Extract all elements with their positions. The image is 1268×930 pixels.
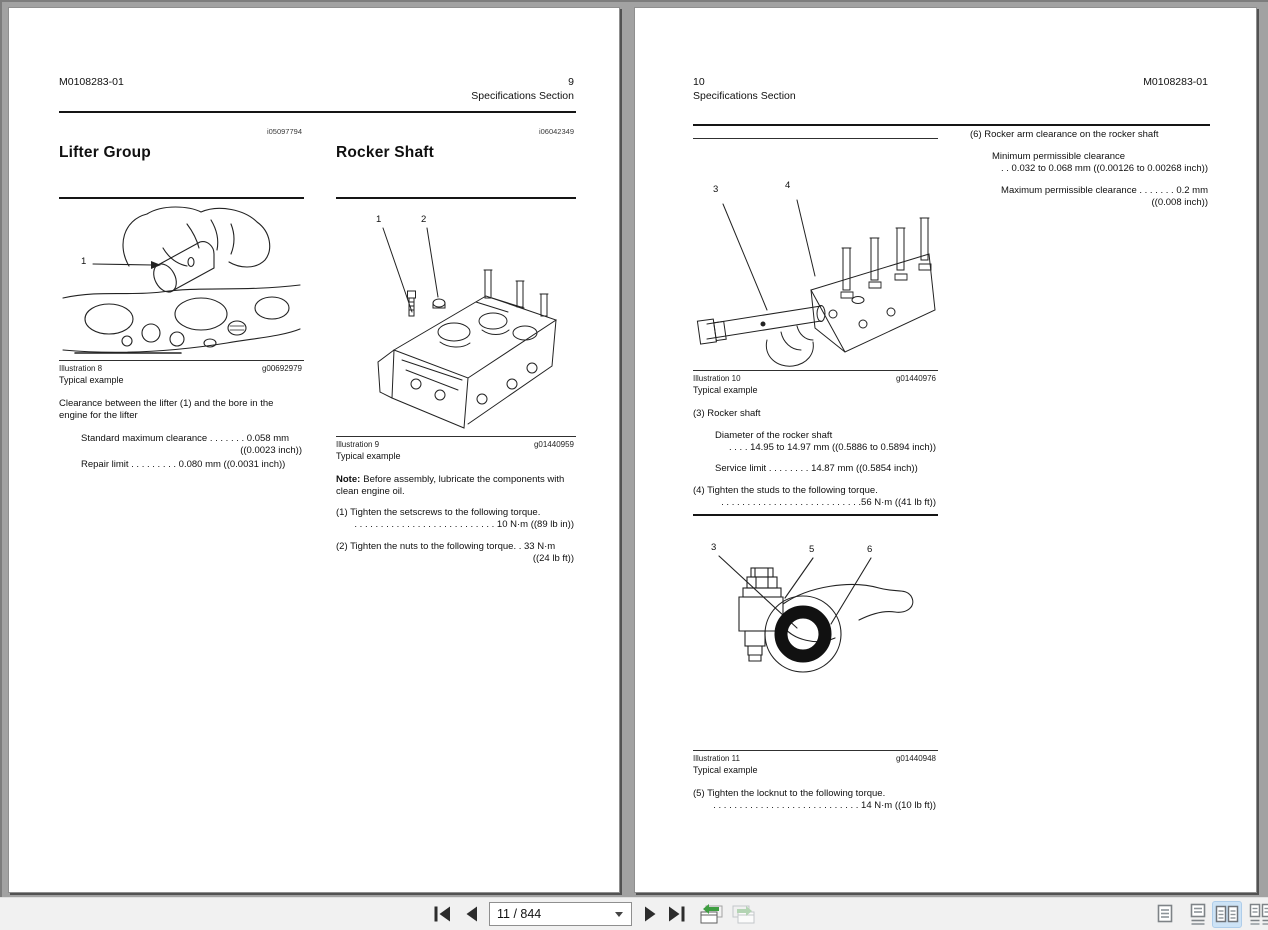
header-rule — [693, 124, 1210, 126]
illustration-10-image — [693, 142, 938, 369]
lifter-hand-drawing — [59, 202, 304, 359]
facing-continuous-layout-icon — [1249, 903, 1268, 926]
illustration-label: Illustration 8 — [59, 364, 103, 373]
body-paragraph: Clearance between the lifter (1) and the bore in the engine for the lifter — [59, 398, 274, 421]
doc-number: M0108283-01 — [1143, 76, 1208, 88]
next-view-icon-disabled — [731, 904, 756, 925]
spec-line: Service limit . . . . . . . . 14.87 mm ((0.5854 inch)) — [715, 463, 918, 474]
note-text: Before assembly, lubricate the components with clean engine oil. — [336, 474, 565, 497]
step-line: (1) Tighten the setscrews to the following torque. — [336, 507, 541, 518]
page-number-input[interactable] — [489, 902, 632, 926]
callout-5: 5 — [809, 544, 815, 555]
rocker-arm-drawing — [693, 518, 938, 748]
caption-rule — [693, 370, 938, 371]
callout-4: 4 — [785, 180, 791, 191]
illustration-code: g00692979 — [261, 364, 302, 373]
illustration-caption: Typical example — [336, 451, 401, 461]
illustration-label: Illustration 9 — [336, 440, 380, 449]
facing-pages-layout-button[interactable] — [1212, 901, 1242, 928]
illustration-caption: Typical example — [693, 765, 758, 775]
title-rule — [336, 197, 576, 199]
step-value-line: . . . . . . . . . . . . . . . . . . . . . . . . . . . 10 N·m ((89 lb in)) — [354, 519, 574, 530]
rocker-shaft-measure-drawing — [693, 142, 938, 369]
pdf-page-10 — [634, 7, 1257, 893]
section-rule — [693, 514, 938, 516]
spec-line: Standard maximum clearance . . . . . . . 0.058 mm — [81, 433, 290, 444]
title-rule — [59, 197, 304, 199]
spec-line-continuation: . . . . 14.95 to 14.97 mm ((0.5886 to 0.5894 inch)) — [728, 442, 936, 453]
previous-view-icon — [699, 904, 724, 925]
illustration-9-image — [336, 202, 576, 435]
callout-3: 3 — [713, 184, 719, 195]
step-line: (6) Rocker arm clearance on the rocker shaft — [970, 129, 1159, 140]
media-code: i05097794 — [266, 127, 302, 136]
previous-page-button[interactable] — [460, 903, 484, 925]
first-page-button[interactable] — [431, 903, 455, 925]
facing-pages-layout-icon — [1215, 904, 1239, 925]
column-divider-rule — [693, 138, 938, 139]
viewer-toolbar — [0, 897, 1268, 930]
step-line: (2) Tighten the nuts to the following torque. . 33 N·m — [336, 541, 556, 552]
section-title-lifter-group: Lifter Group — [59, 144, 151, 161]
caption-rule — [336, 436, 576, 437]
step-value-line: . . . . . . . . . . . . . . . . . . . . . . . . . . .56 N·m ((41 lb ft)) — [721, 497, 936, 508]
step-line: (4) Tighten the studs to the following torque. — [693, 485, 878, 496]
callout-1: 1 — [376, 214, 382, 225]
last-page-icon — [666, 905, 686, 923]
caption-rule — [693, 750, 938, 751]
callout-6: 6 — [867, 544, 873, 555]
cylinder-head-drawing — [336, 202, 576, 435]
page-dropdown-caret-icon[interactable] — [615, 912, 623, 917]
illustration-11-image — [693, 518, 938, 748]
continuous-layout-button[interactable] — [1183, 901, 1213, 928]
media-code: i06042349 — [538, 127, 574, 136]
single-page-layout-icon — [1155, 904, 1175, 925]
note-paragraph — [336, 474, 576, 497]
page-number: 10 — [693, 76, 705, 88]
spec-line-continuation: ((0.0023 inch)) — [240, 445, 302, 456]
next-view-button[interactable] — [729, 903, 757, 925]
spec-line: Diameter of the rocker shaft — [715, 430, 833, 441]
section-title-rocker-shaft: Rocker Shaft — [336, 144, 435, 161]
spec-line-continuation: ((0.008 inch)) — [1151, 197, 1208, 208]
callout-3: 3 — [711, 542, 717, 553]
step-line: (3) Rocker shaft — [693, 408, 761, 419]
spec-line: Repair limit . . . . . . . . . 0.080 mm ((0.0031 inch)) — [81, 459, 286, 470]
single-page-layout-button[interactable] — [1150, 901, 1180, 928]
next-page-button[interactable] — [638, 903, 662, 925]
spec-line: Minimum permissible clearance — [992, 151, 1126, 162]
header-rule — [59, 111, 576, 113]
caption-rule — [59, 360, 304, 361]
note-label: Note: — [336, 474, 361, 485]
illustration-code: g01440976 — [895, 374, 936, 383]
previous-view-button[interactable] — [697, 903, 725, 925]
last-page-button[interactable] — [664, 903, 688, 925]
continuous-layout-icon — [1188, 903, 1208, 926]
doc-number: M0108283-01 — [59, 76, 124, 88]
step-line: (5) Tighten the locknut to the following torque. — [693, 788, 886, 799]
illustration-caption: Typical example — [693, 385, 758, 395]
page-number: 9 — [568, 76, 574, 88]
section-label: Specifications Section — [693, 90, 796, 102]
next-page-icon — [642, 905, 658, 923]
spec-line-continuation: . . 0.032 to 0.068 mm ((0.00126 to 0.00268 inch)) — [1000, 163, 1208, 174]
facing-continuous-layout-button[interactable] — [1246, 901, 1268, 928]
illustration-code: g01440948 — [895, 754, 936, 763]
callout-1: 1 — [81, 256, 87, 267]
previous-page-icon — [464, 905, 480, 923]
illustration-label: Illustration 10 — [693, 374, 741, 383]
illustration-code: g01440959 — [533, 440, 574, 449]
page-number-value: 11 / 844 — [497, 907, 542, 921]
spec-line: Maximum permissible clearance . . . . . . . 0.2 mm — [1001, 185, 1208, 196]
illustration-label: Illustration 11 — [693, 754, 740, 763]
pdf-page-9 — [8, 7, 620, 893]
callout-2: 2 — [421, 214, 427, 225]
illustration-8-image — [59, 202, 304, 359]
first-page-icon — [433, 905, 453, 923]
illustration-caption: Typical example — [59, 375, 124, 385]
section-label: Specifications Section — [471, 90, 574, 102]
step-value-line: ((24 lb ft)) — [532, 553, 574, 564]
step-value-line: . . . . . . . . . . . . . . . . . . . . . . . . . . . . 14 N·m ((10 lb ft)) — [713, 800, 936, 811]
